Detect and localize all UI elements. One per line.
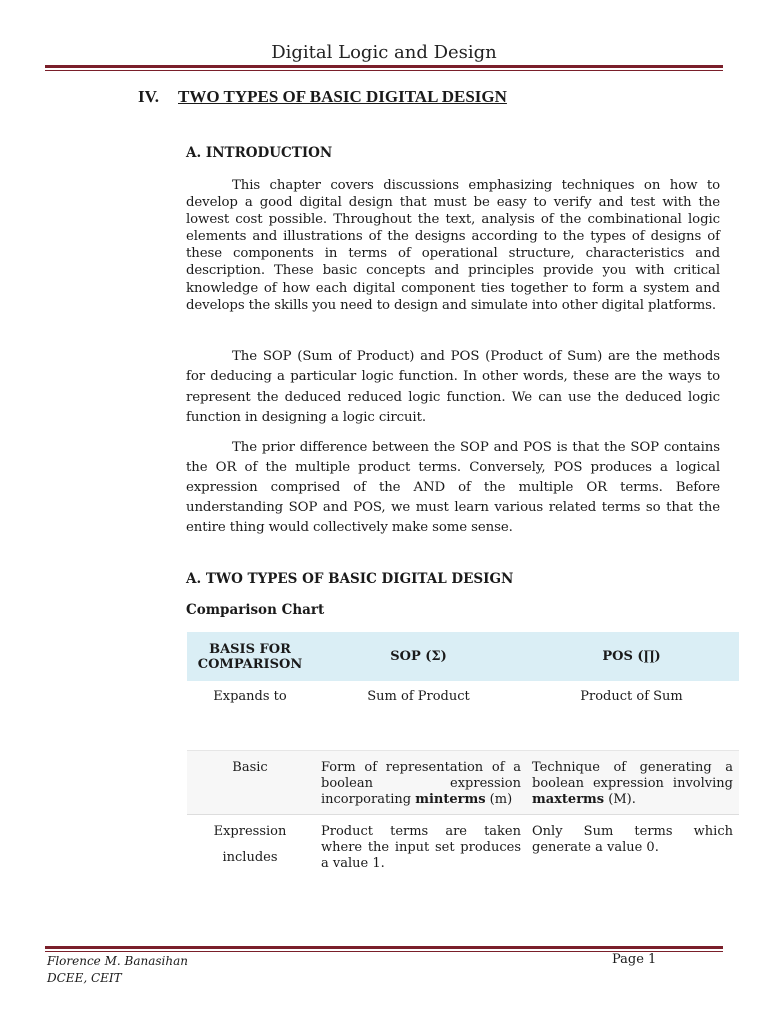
table-row: [187, 815, 739, 873]
row-expands-pos: Product of Sum: [524, 681, 739, 751]
intro-paragraph-3: The prior difference between the SOP and POS is that the SOP contains the OR of the multiple product terms. Conversely, POS produces a logical expression comprised of the AND of the multiple OR terms. Before understanding SOP and POS, we must learn various related terms so that the entire thing would collectively make some sense.: [186, 440, 720, 536]
intro-paragraph-1: This chapter covers discussions emphasizing techniques on how to develop a good digital design that must be easy to verify and test with the lowest cost possible. Throughout the text, analysis of the combinational logic elements and illustrations of the designs according to the types of designs of these components in terms of operational structure, characteristics and description. These basic concepts and principles provide you with critical knowledge of how each digital component ties together to form a system and develops the skills you need to design and simulate into other digital platforms.: [186, 178, 720, 313]
header-basis: BASIS FOR COMPARISON: [187, 632, 313, 681]
footer-author: Florence M. Banasihan: [47, 954, 188, 968]
table-header-row: [187, 632, 739, 681]
types-heading: A. TWO TYPES OF BASIC DIGITAL DESIGN: [186, 571, 514, 587]
section-title: [138, 87, 507, 107]
sop-basic-suffix: (m): [485, 792, 513, 807]
header-sop: SOP (Σ): [313, 632, 524, 681]
table-row: [187, 681, 739, 751]
expression-label: Expression: [213, 824, 287, 839]
header-divider: [45, 65, 723, 71]
row-expression-sop: Product terms are taken where the input set produces a value 1.: [321, 824, 521, 871]
page-number: Page 1: [612, 952, 657, 967]
row-expands-basis: Expands to: [187, 681, 313, 751]
section-title-text: TWO TYPES OF BASIC DIGITAL DESIGN: [178, 87, 507, 106]
row-expands-sop: Sum of Product: [313, 681, 524, 751]
intro-paragraph-2: The SOP (Sum of Product) and POS (Product of Sum) are the methods for deducing a particular logic function. In other words, these are the ways to represent the deduced reduced logic function. We can use the deduced logic function in designing a logic circuit.: [186, 349, 720, 426]
maxterms-term: maxterms: [532, 792, 605, 807]
row-expression-pos: Only Sum terms which generate a value 0.: [532, 824, 733, 855]
row-expression-basis: [187, 815, 313, 873]
row-basic-sop: [313, 751, 524, 815]
footer-author-block: [47, 953, 188, 987]
sop-basic-text: Form of representation of a boolean expression incorporating: [321, 760, 521, 807]
pos-basic-suffix: (M).: [604, 792, 636, 807]
introduction-heading: A. INTRODUCTION: [186, 145, 333, 161]
running-header-title: Digital Logic and Design: [271, 42, 497, 63]
comparison-table: [187, 632, 739, 872]
comparison-chart-title: Comparison Chart: [186, 602, 325, 618]
header-pos: POS (∏): [524, 632, 739, 681]
row-basic-basis: Basic: [187, 751, 313, 815]
footer-department: DCEE, CEIT: [47, 971, 122, 985]
minterms-term: minterms: [415, 792, 486, 807]
table-row: [187, 751, 739, 815]
includes-label: includes: [222, 850, 278, 865]
section-number: IV.: [138, 87, 159, 106]
pos-basic-text: Technique of generating a boolean expression involving: [532, 760, 733, 791]
row-basic-pos: [524, 751, 739, 815]
